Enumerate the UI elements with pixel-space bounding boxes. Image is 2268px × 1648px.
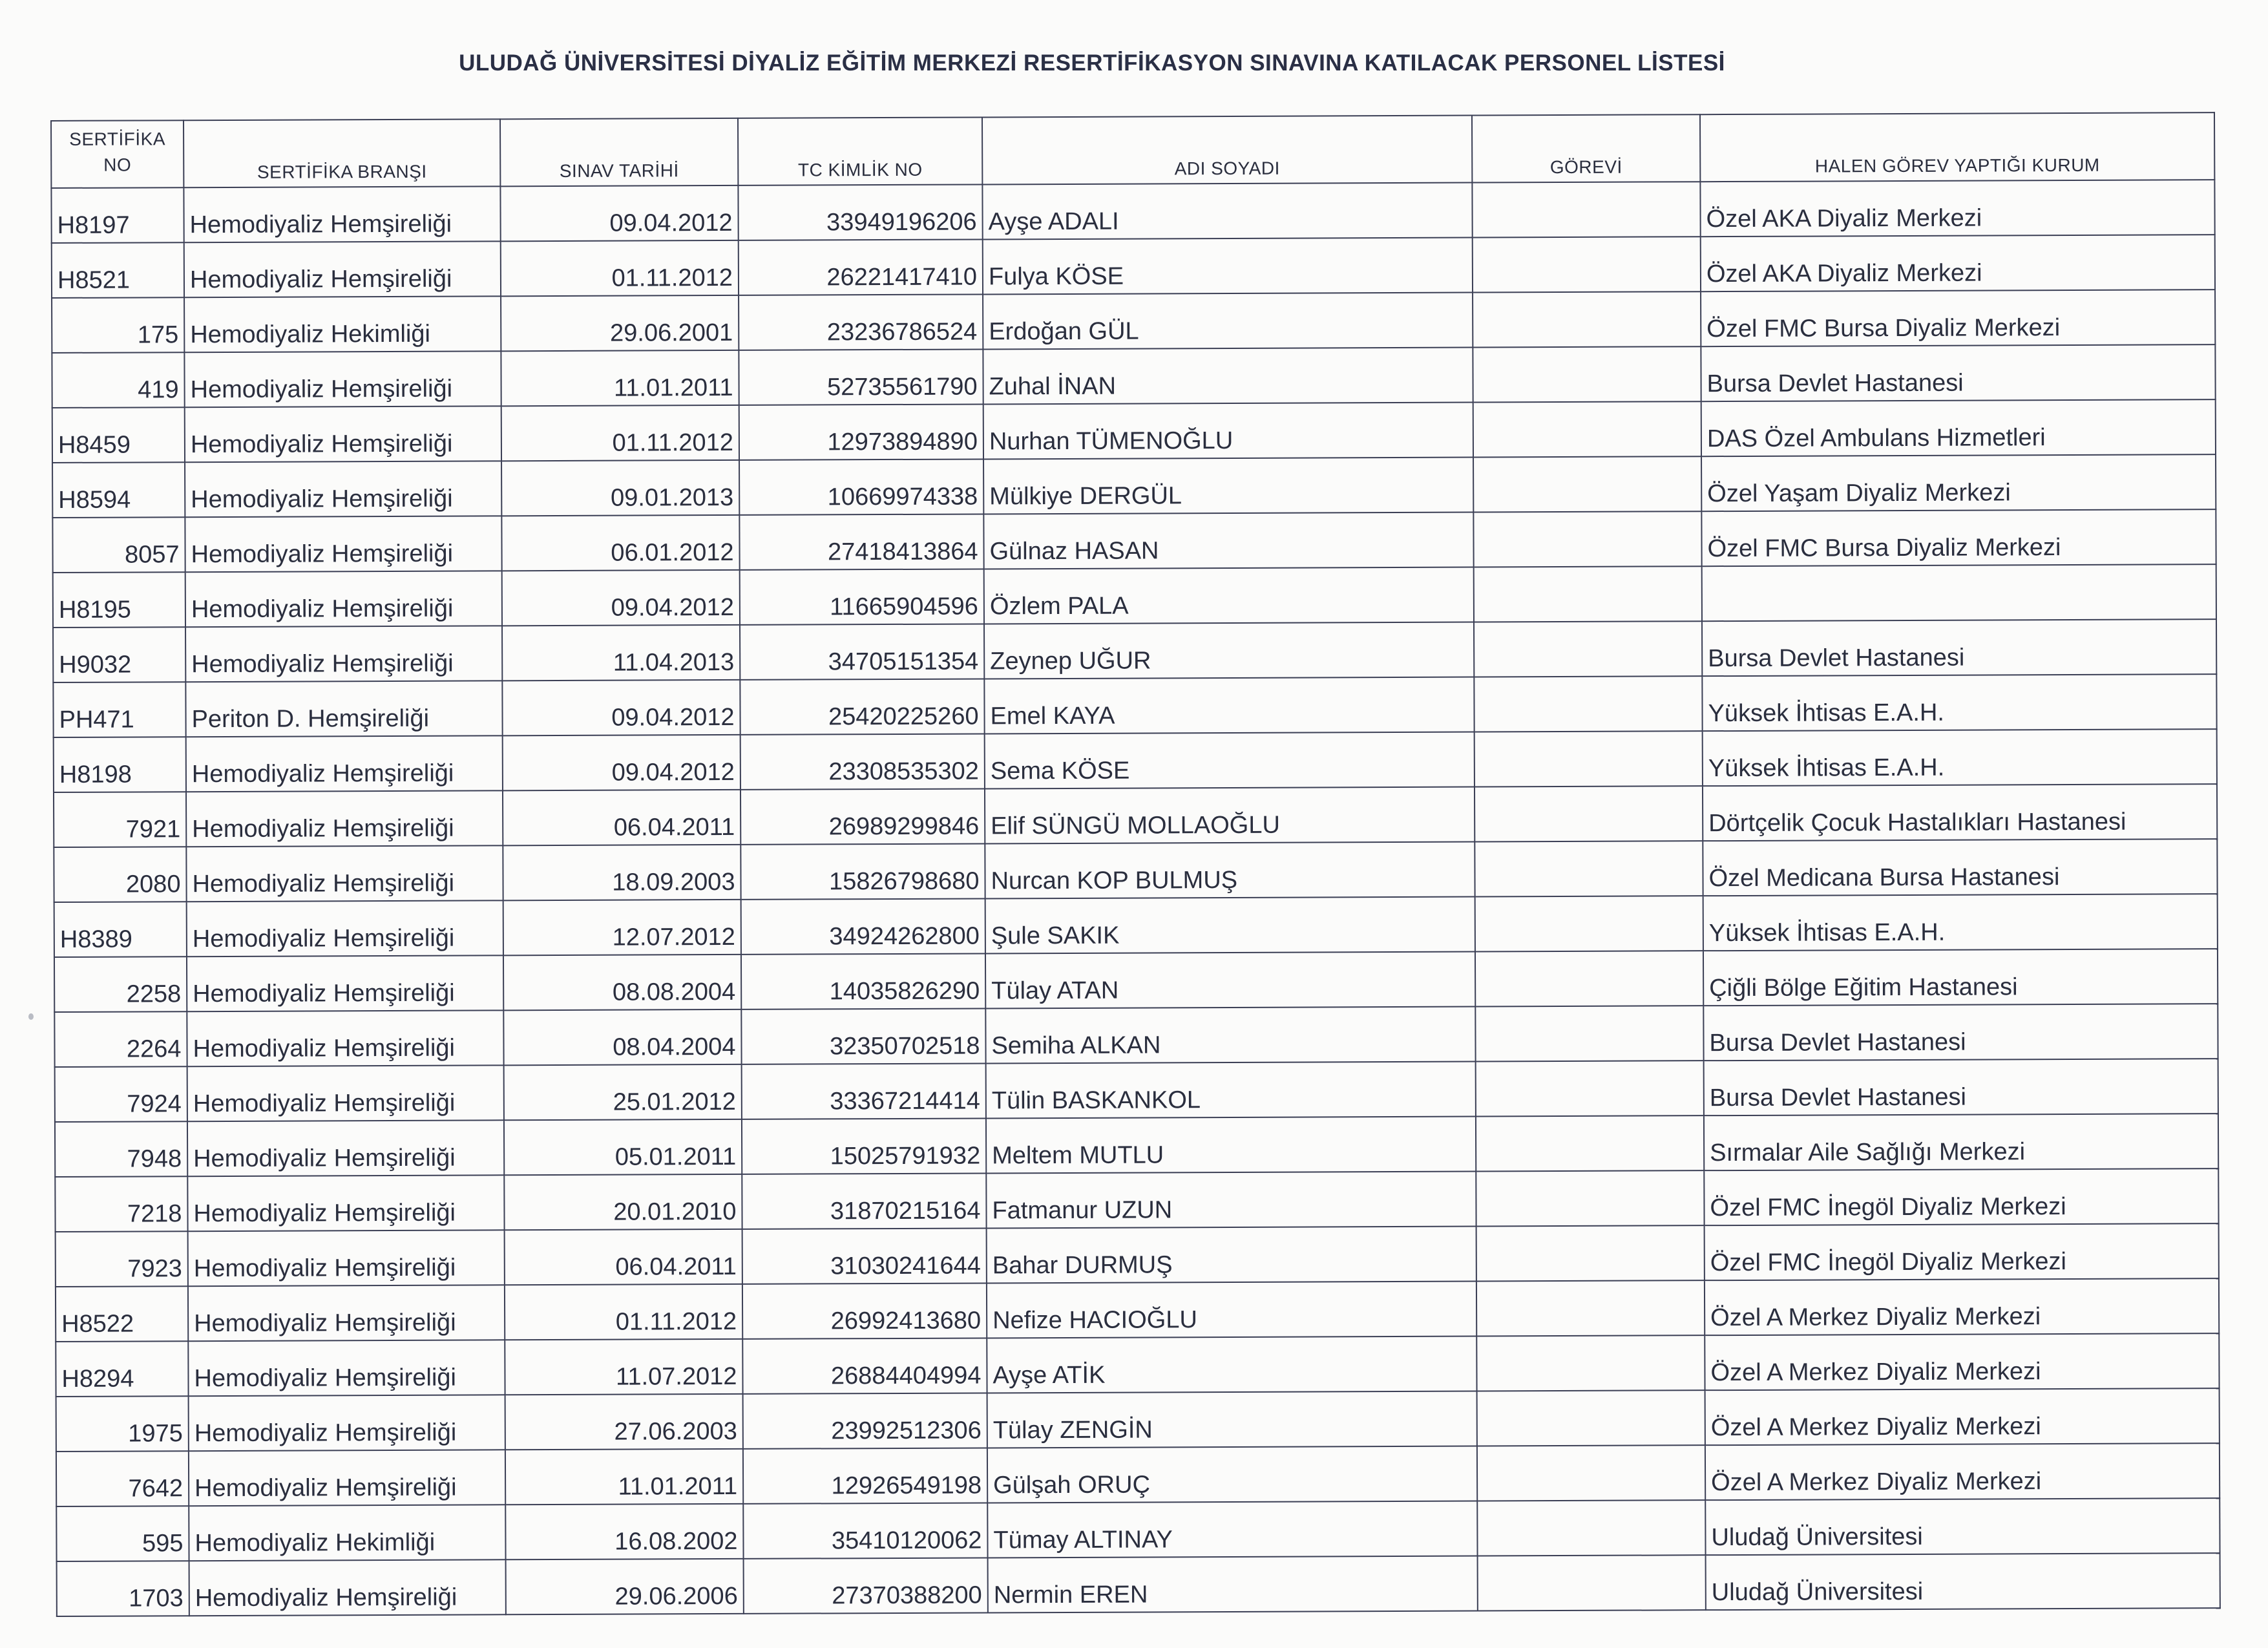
full-name-cell: Şule SAKIK xyxy=(985,897,1475,954)
duty-cell xyxy=(1474,621,1702,677)
full-name-cell: Elif SÜNGÜ MOLLAOĞLU xyxy=(985,787,1475,844)
exam-date-cell: 08.04.2004 xyxy=(503,1009,741,1065)
certificate-branch-cell: Hemodiyaliz Hemşireliği xyxy=(189,1559,506,1616)
full-name-cell: Nermin EREN xyxy=(988,1556,1478,1613)
table-row xyxy=(52,399,2216,463)
table-row xyxy=(56,1223,2219,1287)
duty-cell xyxy=(1477,1500,1705,1556)
certificate-branch-cell: Hemodiyaliz Hemşireliği xyxy=(188,1340,505,1396)
duty-cell xyxy=(1476,1115,1704,1171)
exam-date-cell: 20.01.2010 xyxy=(504,1174,742,1230)
certificate-branch-cell: Hemodiyaliz Hemşireliği xyxy=(186,790,503,847)
exam-date-cell: 01.11.2012 xyxy=(501,405,739,461)
exam-date-cell: 08.08.2004 xyxy=(503,955,741,1010)
full-name-cell: Nefize HACIOĞLU xyxy=(987,1282,1476,1338)
duty-cell xyxy=(1475,896,1703,951)
table-row xyxy=(55,1114,2218,1177)
full-name-cell: Fatmanur UZUN xyxy=(986,1172,1476,1229)
certificate-branch-cell: Hemodiyaliz Hemşireliği xyxy=(188,1285,505,1341)
tc-id-cell: 31870215164 xyxy=(742,1173,986,1229)
institution-cell: Özel A Merkez Diyaliz Merkezi xyxy=(1705,1443,2220,1500)
table-row xyxy=(51,180,2214,243)
table-row xyxy=(52,235,2215,298)
duty-cell xyxy=(1475,1006,1703,1061)
institution-cell: Bursa Devlet Hastanesi xyxy=(1704,1059,2218,1115)
institution-cell: Bursa Devlet Hastanesi xyxy=(1702,619,2216,676)
duty-cell xyxy=(1475,951,1703,1006)
tc-id-cell: 23992512306 xyxy=(743,1393,987,1448)
table-row xyxy=(56,1443,2220,1506)
exam-date-cell: 11.07.2012 xyxy=(505,1339,742,1395)
full-name-cell: Gülnaz HASAN xyxy=(983,512,1473,569)
table-header-row xyxy=(51,112,2214,188)
table-row xyxy=(54,729,2217,792)
tc-id-cell: 23308535302 xyxy=(740,734,985,789)
exam-date-cell: 09.01.2013 xyxy=(501,460,739,516)
table-row xyxy=(54,1004,2218,1067)
tc-id-cell: 15826798680 xyxy=(740,843,985,899)
institution-cell: Özel Medicana Bursa Hastanesi xyxy=(1703,839,2217,896)
certificate-branch-cell: Hemodiyaliz Hemşireliği xyxy=(186,845,503,902)
certificate-branch-cell: Hemodiyaliz Hemşireliği xyxy=(187,955,503,1011)
tc-id-cell: 27418413864 xyxy=(739,514,983,569)
tc-id-cell: 52735561790 xyxy=(739,349,983,405)
header-certificate-no-line2: NO xyxy=(103,154,132,175)
certificate-no-cell: 7642 xyxy=(56,1451,189,1506)
table-row xyxy=(53,674,2216,737)
institution-cell: Özel FMC İnegöl Diyaliz Merkezi xyxy=(1705,1223,2219,1280)
duty-cell xyxy=(1473,237,1701,292)
institution-cell: Özel FMC Bursa Diyaliz Merkezi xyxy=(1701,509,2216,566)
duty-cell xyxy=(1473,511,1701,567)
tc-id-cell: 26989299846 xyxy=(740,788,985,844)
certificate-no-cell: 419 xyxy=(52,352,184,408)
exam-date-cell: 06.01.2012 xyxy=(501,515,739,571)
tc-id-cell: 11665904596 xyxy=(740,569,984,624)
certificate-branch-cell: Hemodiyaliz Hemşireliği xyxy=(189,1450,505,1506)
duty-cell xyxy=(1476,1061,1704,1116)
document-title: ULUDAĞ ÜNİVERSİTESİ DİYALİZ EĞİTİM MERKEZİ RESERTİFİKASYON SINAVINA KATILACAK PERSONEL LİSTESİ xyxy=(459,50,1725,76)
certificate-no-cell: H8294 xyxy=(56,1341,188,1397)
institution-cell: Sırmalar Aile Sağlığı Merkezi xyxy=(1704,1114,2218,1170)
certificate-no-cell: H8195 xyxy=(53,572,185,628)
institution-cell: Özel Yaşam Diyaliz Merkezi xyxy=(1701,454,2216,511)
exam-date-cell: 09.04.2012 xyxy=(500,185,738,241)
full-name-cell: Bahar DURMUŞ xyxy=(987,1227,1476,1284)
personnel-table xyxy=(50,112,2221,1617)
table-body xyxy=(51,180,2220,1616)
header-full-name: ADI SOYADI xyxy=(982,116,1472,185)
tc-id-cell: 14035826290 xyxy=(741,953,985,1009)
full-name-cell: Ayşe ATİK xyxy=(987,1336,1476,1393)
certificate-branch-cell: Hemodiyaliz Hemşireliği xyxy=(184,241,501,297)
tc-id-cell: 15025791932 xyxy=(742,1118,986,1174)
certificate-branch-cell: Hemodiyaliz Hemşireliği xyxy=(187,900,503,956)
certificate-branch-cell: Hemodiyaliz Hemşireliği xyxy=(187,1175,504,1231)
table-row xyxy=(54,784,2217,847)
certificate-branch-cell: Hemodiyaliz Hemşireliği xyxy=(187,1065,504,1121)
certificate-no-cell: H8389 xyxy=(54,902,187,957)
certificate-no-cell: H8459 xyxy=(52,407,185,463)
certificate-no-cell: 2080 xyxy=(54,847,186,902)
tc-id-cell: 23236786524 xyxy=(739,294,983,350)
duty-cell xyxy=(1474,676,1702,732)
table-row xyxy=(55,1168,2218,1232)
certificate-no-cell: 8057 xyxy=(52,517,185,573)
full-name-cell: Ayşe ADALI xyxy=(982,183,1472,240)
exam-date-cell: 11.01.2011 xyxy=(501,350,739,406)
table-row xyxy=(57,1553,2220,1616)
full-name-cell: Zuhal İNAN xyxy=(983,348,1473,405)
certificate-branch-cell: Hemodiyaliz Hemşireliği xyxy=(185,461,501,517)
tc-id-cell: 34924262800 xyxy=(741,898,985,954)
full-name-cell: Tümay ALTINAY xyxy=(987,1501,1477,1558)
certificate-branch-cell: Hemodiyaliz Hemşireliği xyxy=(189,1395,505,1451)
certificate-branch-cell: Hemodiyaliz Hemşireliği xyxy=(186,735,503,792)
full-name-cell: Nurhan TÜMENOĞLU xyxy=(983,403,1473,460)
certificate-branch-cell: Hemodiyaliz Hemşireliği xyxy=(187,1120,504,1176)
table-row xyxy=(54,894,2218,957)
tc-id-cell: 32350702518 xyxy=(741,1008,985,1064)
tc-id-cell: 26884404994 xyxy=(742,1338,987,1393)
header-certificate-no xyxy=(51,120,184,188)
exam-date-cell: 09.04.2012 xyxy=(503,735,740,790)
exam-date-cell: 16.08.2002 xyxy=(505,1504,743,1559)
certificate-no-cell: 7924 xyxy=(55,1066,187,1122)
exam-date-cell: 18.09.2003 xyxy=(503,845,740,900)
table-row xyxy=(56,1333,2219,1397)
certificate-branch-cell: Hemodiyaliz Hekimliği xyxy=(184,296,501,352)
table-row xyxy=(54,839,2217,902)
institution-cell: Uludağ Üniversitesi xyxy=(1706,1553,2220,1610)
full-name-cell: Gülşah ORUÇ xyxy=(987,1446,1477,1503)
institution-cell: Yüksek İhtisas E.A.H. xyxy=(1703,729,2217,786)
exam-date-cell: 11.01.2011 xyxy=(505,1449,743,1505)
duty-cell xyxy=(1476,1335,1705,1391)
institution-cell: Özel AKA Diyaliz Merkezi xyxy=(1701,235,2215,291)
certificate-no-cell: 595 xyxy=(56,1506,189,1561)
tc-id-cell: 27370388200 xyxy=(744,1558,988,1613)
certificate-no-cell: H8197 xyxy=(51,187,184,243)
table-row xyxy=(52,344,2215,408)
institution-cell: Dörtçelik Çocuk Hastalıkları Hastanesi xyxy=(1703,784,2217,841)
institution-cell: DAS Özel Ambulans Hizmetleri xyxy=(1701,399,2216,456)
certificate-no-cell: H8198 xyxy=(54,737,186,792)
certificate-no-cell: PH471 xyxy=(53,682,185,737)
tc-id-cell: 10669974338 xyxy=(739,459,983,514)
header-institution: HALEN GÖREV YAPTIĞI KURUM xyxy=(1700,112,2214,182)
institution-cell: Özel A Merkez Diyaliz Merkezi xyxy=(1705,1388,2220,1445)
certificate-branch-cell: Hemodiyaliz Hemşireliği xyxy=(184,351,501,407)
duty-cell xyxy=(1477,1445,1705,1501)
certificate-no-cell: H9032 xyxy=(53,627,185,682)
full-name-cell: Erdoğan GÜL xyxy=(983,293,1473,350)
table-row xyxy=(56,1278,2219,1342)
institution-cell: Özel A Merkez Diyaliz Merkezi xyxy=(1705,1333,2219,1390)
table-row xyxy=(52,509,2216,573)
institution-cell: Yüksek İhtisas E.A.H. xyxy=(1703,894,2218,951)
table-row xyxy=(53,564,2216,628)
tc-id-cell: 26221417410 xyxy=(739,239,983,295)
exam-date-cell: 01.11.2012 xyxy=(505,1284,742,1340)
full-name-cell: Nurcan KOP BULMUŞ xyxy=(985,842,1475,899)
institution-cell: Özel FMC Bursa Diyaliz Merkezi xyxy=(1701,290,2215,346)
duty-cell xyxy=(1475,731,1703,787)
tc-id-cell: 12926549198 xyxy=(743,1448,987,1503)
certificate-branch-cell: Hemodiyaliz Hemşireliği xyxy=(185,406,501,462)
duty-cell xyxy=(1473,456,1701,512)
duty-cell xyxy=(1474,566,1702,622)
certificate-branch-cell: Hemodiyaliz Hemşireliği xyxy=(185,626,502,682)
tc-id-cell: 35410120062 xyxy=(743,1503,987,1558)
exam-date-cell: 27.06.2003 xyxy=(505,1394,743,1450)
tc-id-cell: 12973894890 xyxy=(739,404,983,460)
certificate-no-cell: 175 xyxy=(52,297,184,353)
table-row xyxy=(56,1388,2220,1452)
duty-cell xyxy=(1472,182,1700,237)
exam-date-cell: 29.06.2006 xyxy=(506,1559,744,1614)
institution-cell: Özel FMC İnegöl Diyaliz Merkezi xyxy=(1704,1168,2218,1225)
certificate-no-cell: 1975 xyxy=(56,1396,189,1452)
exam-date-cell: 05.01.2011 xyxy=(504,1119,742,1175)
exam-date-cell: 06.04.2011 xyxy=(505,1229,742,1285)
certificate-branch-cell: Hemodiyaliz Hemşireliği xyxy=(188,1230,505,1286)
exam-date-cell: 25.01.2012 xyxy=(504,1064,742,1120)
exam-date-cell: 06.04.2011 xyxy=(503,790,740,845)
table-row xyxy=(52,454,2216,518)
scan-speck xyxy=(28,1013,34,1020)
exam-date-cell: 11.04.2013 xyxy=(502,625,740,681)
certificate-no-cell: 1703 xyxy=(57,1561,189,1616)
header-certificate-no-line1: SERTİFİKA xyxy=(69,129,166,149)
full-name-cell: Özlem PALA xyxy=(984,567,1474,624)
institution-cell: Uludağ Üniversitesi xyxy=(1705,1498,2220,1555)
certificate-branch-cell: Hemodiyaliz Hemşireliği xyxy=(185,516,501,572)
full-name-cell: Tülay ZENGİN xyxy=(987,1391,1477,1448)
certificate-no-cell: 7921 xyxy=(54,792,186,847)
exam-date-cell: 09.04.2012 xyxy=(502,570,740,626)
certificate-branch-cell: Hemodiyaliz Hekimliği xyxy=(189,1505,505,1561)
institution-cell: Çiğli Bölge Eğitim Hastanesi xyxy=(1703,949,2218,1006)
header-certificate-branch: SERTİFİKA BRANŞI xyxy=(184,119,500,187)
duty-cell xyxy=(1475,841,1703,896)
full-name-cell: Semiha ALKAN xyxy=(985,1007,1475,1064)
certificate-no-cell: H8521 xyxy=(52,242,184,298)
duty-cell xyxy=(1473,401,1701,457)
tc-id-cell: 25420225260 xyxy=(740,679,984,734)
full-name-cell: Emel KAYA xyxy=(984,677,1474,734)
tc-id-cell: 26992413680 xyxy=(742,1283,987,1338)
tc-id-cell: 31030241644 xyxy=(742,1228,987,1284)
certificate-no-cell: 7923 xyxy=(56,1231,188,1287)
full-name-cell: Fulya KÖSE xyxy=(983,238,1473,295)
header-duty: GÖREVİ xyxy=(1472,114,1700,182)
institution-cell: Bursa Devlet Hastanesi xyxy=(1701,344,2215,401)
certificate-no-cell: H8594 xyxy=(52,462,185,518)
full-name-cell: Tülin BASKANKOL xyxy=(986,1062,1476,1119)
table-row xyxy=(53,619,2216,682)
institution-cell xyxy=(1702,564,2216,621)
certificate-branch-cell: Hemodiyaliz Hemşireliği xyxy=(184,186,500,242)
certificate-no-cell: 2264 xyxy=(54,1011,187,1067)
tc-id-cell: 33949196206 xyxy=(738,184,982,240)
duty-cell xyxy=(1477,1390,1705,1446)
table-row xyxy=(55,1059,2218,1122)
institution-cell: Bursa Devlet Hastanesi xyxy=(1703,1004,2218,1061)
tc-id-cell: 33367214414 xyxy=(742,1063,986,1119)
duty-cell xyxy=(1476,1280,1705,1336)
exam-date-cell: 29.06.2001 xyxy=(501,295,739,351)
certificate-no-cell: 2258 xyxy=(54,956,187,1012)
institution-cell: Özel AKA Diyaliz Merkezi xyxy=(1700,180,2214,237)
full-name-cell: Tülay ATAN xyxy=(985,952,1475,1009)
duty-cell xyxy=(1473,346,1701,402)
certificate-no-cell: H8522 xyxy=(56,1286,188,1342)
certificate-branch-cell: Periton D. Hemşireliği xyxy=(185,681,502,737)
full-name-cell: Zeynep UĞUR xyxy=(984,622,1474,679)
exam-date-cell: 01.11.2012 xyxy=(501,240,739,296)
duty-cell xyxy=(1475,786,1703,841)
institution-cell: Özel A Merkez Diyaliz Merkezi xyxy=(1705,1278,2219,1335)
full-name-cell: Mülkiye DERGÜL xyxy=(983,458,1473,514)
exam-date-cell: 12.07.2012 xyxy=(503,900,741,955)
full-name-cell: Sema KÖSE xyxy=(985,732,1475,789)
header-exam-date: SINAV TARİHİ xyxy=(500,118,738,186)
table-row xyxy=(52,290,2215,353)
certificate-no-cell: 7948 xyxy=(55,1121,187,1177)
certificate-branch-cell: Hemodiyaliz Hemşireliği xyxy=(187,1010,503,1066)
certificate-branch-cell: Hemodiyaliz Hemşireliği xyxy=(185,571,502,627)
table-row xyxy=(54,949,2218,1012)
header-tc-id-no: TC KİMLİK NO xyxy=(738,117,982,185)
duty-cell xyxy=(1476,1225,1705,1281)
exam-date-cell: 09.04.2012 xyxy=(502,680,740,735)
certificate-no-cell: 7218 xyxy=(55,1176,187,1232)
duty-cell xyxy=(1476,1170,1704,1226)
table-row xyxy=(56,1498,2220,1561)
tc-id-cell: 34705151354 xyxy=(740,624,984,679)
duty-cell xyxy=(1478,1555,1706,1611)
duty-cell xyxy=(1473,291,1701,347)
full-name-cell: Meltem MUTLU xyxy=(986,1117,1476,1174)
institution-cell: Yüksek İhtisas E.A.H. xyxy=(1702,674,2216,731)
